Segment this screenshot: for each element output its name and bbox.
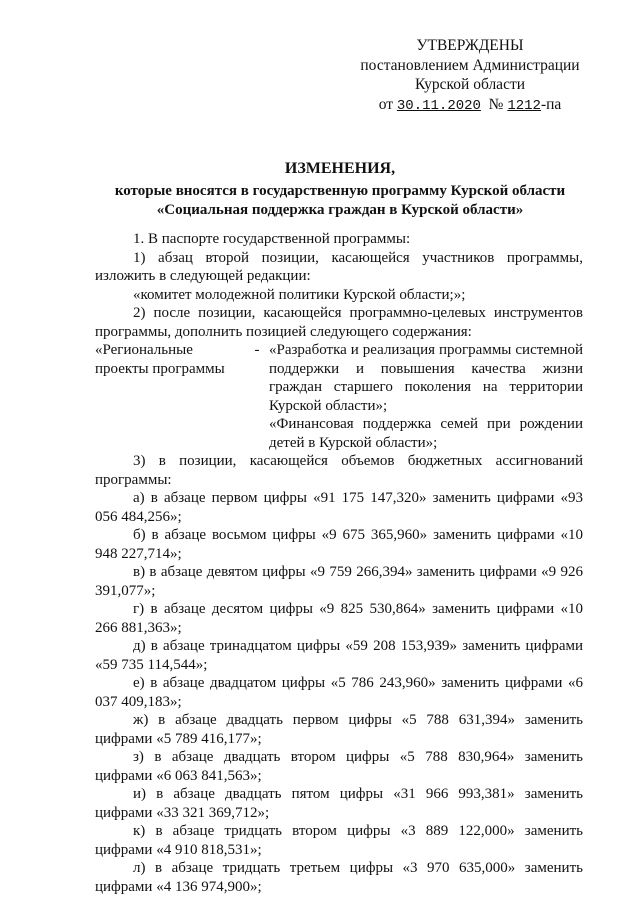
number-suffix: -па: [540, 95, 562, 113]
list-item: в) в абзаце девятом цифры «9 759 266,394» заменить цифрами «9 926 391,077»;: [95, 564, 583, 599]
subtitle-line-1: которые вносятся в государственную программу Курской области: [114, 183, 566, 199]
paragraph-3: «комитет молодежной политики Курской области;»;: [133, 286, 466, 303]
table-right-entry-1: «Разработка и реализация программы системной поддержки и повышения качества жизни граждан старшего поколения на территории Курской области»;: [269, 342, 583, 414]
number-sign: №: [488, 95, 504, 113]
subtitle-line-2: «Социальная поддержка граждан в Курской области»: [156, 202, 524, 218]
table-left-cell: «Региональные проекты программы: [95, 342, 225, 377]
approval-date-line: [330, 95, 610, 117]
list-item: д) в абзаце тринадцатом цифры «59 208 153,939» заменить цифрами «59 735 114,544»;: [95, 638, 583, 673]
paragraph-1: 1. В паспорте государственной программы:: [133, 231, 411, 247]
list-item: а) в абзаце первом цифры «91 175 147,320» заменить цифрами «93 056 484,256»;: [95, 490, 583, 525]
list-item: з) в абзаце двадцать втором цифры «5 788 830,964» заменить цифрами «6 063 841,563»;: [95, 749, 583, 784]
list-item: л) в абзаце тридцать третьем цифры «3 970 635,000» заменить цифрами «4 136 974,900»;: [95, 860, 583, 895]
list-item: к) в абзаце тридцать втором цифры «3 889 122,000» заменить цифрами «4 910 818,531»;: [95, 823, 583, 858]
list-item: е) в абзаце двадцатом цифры «5 786 243,960» заменить цифрами «6 037 409,183»;: [95, 675, 583, 710]
paragraph-5: 3) в позиции, касающейся объемов бюджетных ассигнований программы:: [95, 453, 583, 488]
approval-number: 1212: [507, 97, 541, 114]
approval-title: УТВЕРЖДЕНЫ: [416, 37, 524, 54]
list-item: ж) в абзаце двадцать первом цифры «5 788 631,394» заменить цифрами «5 789 416,177»;: [95, 712, 583, 747]
document-title: ИЗМЕНЕНИЯ,: [284, 160, 396, 177]
approval-stamp: [330, 36, 610, 116]
paragraph-4: 2) после позиции, касающейся программно-целевых инструментов программы, дополнить позицией следующего содержания:: [95, 305, 583, 340]
approval-date: 30.11.2020: [396, 97, 481, 114]
inserted-position-table: [95, 341, 583, 452]
table-right-entry-2: «Финансовая поддержка семей при рождении детей в Курской области»;: [269, 416, 583, 451]
paragraph-2: 1) абзац второй позиции, касающейся участников программы, изложить в следующей редакции:: [95, 249, 583, 284]
table-right-cell: [269, 341, 583, 452]
approval-resolution: постановлением Администрации: [360, 56, 580, 74]
date-prefix: от: [378, 95, 394, 113]
list-item: и) в абзаце двадцать пятом цифры «31 966 993,381» заменить цифрами «33 321 369,712»;: [95, 786, 583, 821]
approval-region: Курской области: [414, 76, 526, 93]
document-subtitle: [60, 182, 620, 220]
list-item: б) в абзаце восьмом цифры «9 675 365,960» заменить цифрами «10 948 227,714»;: [95, 527, 583, 562]
table-dash: -: [254, 342, 260, 358]
document-body: [95, 230, 583, 896]
list-item: г) в абзаце десятом цифры «9 825 530,864» заменить цифрами «10 266 881,363»;: [95, 601, 583, 636]
